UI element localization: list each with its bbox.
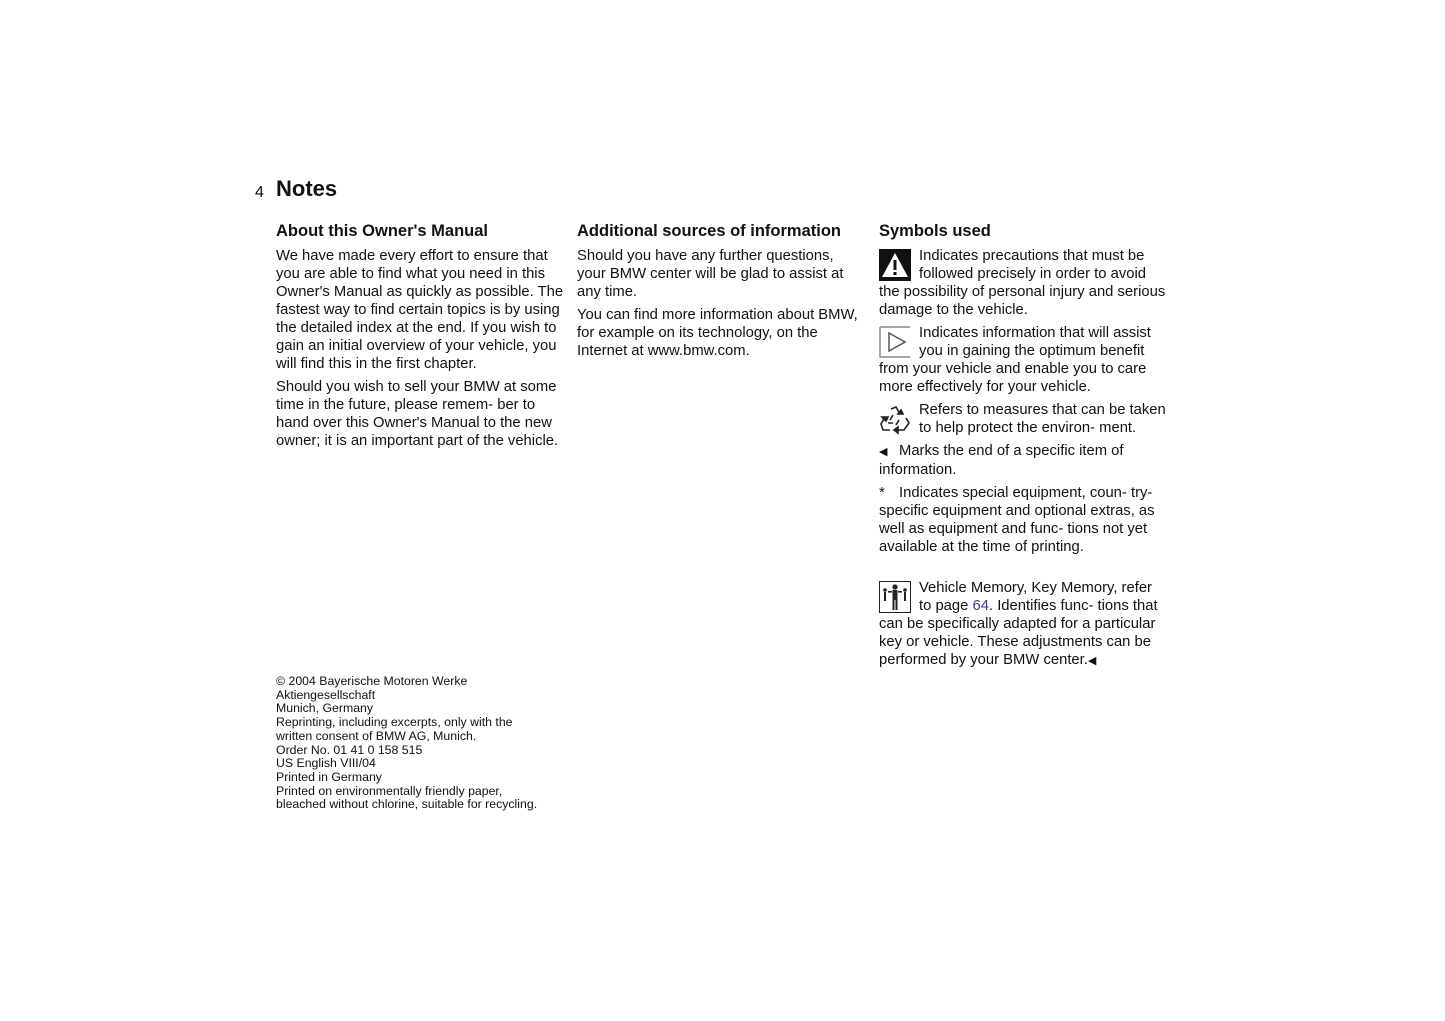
paragraph-manual-handover: Should you wish to sell your BMW at some time in the future, please remem- ber to hand over this Owner's Manual to the new owner; it is an important part of the vehicle. [276, 379, 559, 449]
column-symbols-used [879, 220, 1167, 675]
paragraph-manual-intro: We have made every effort to ensure that you are able to find what you need in this Owner's Manual as quickly as possible. The fastest way to find certain topics is by using the detailed index at the end. If you wish to gain an initial overview of your vehicle, you will find this in the first chapter. [276, 248, 564, 372]
paragraph-website: You can find more information about BMW, for example on its technology, on the Internet at www.bmw.com. [577, 307, 858, 359]
page-64-link[interactable]: 64 [972, 598, 989, 614]
imprint-line: Printed on environmentally friendly paper, [276, 783, 503, 798]
info-text: Indicates information that will assist you in gaining the optimum benefit from your vehicle and enable you to care more effectively for your vehicle. [879, 325, 1151, 395]
personal-profile-icon [879, 581, 911, 613]
imprint-line: Order No. 01 41 0 158 515 [276, 742, 423, 757]
imprint-line: bleached without chlorine, suitable for recycling. [276, 797, 538, 812]
imprint-block [276, 675, 576, 812]
symbol-memory-entry [879, 579, 1167, 670]
recycle-icon [879, 403, 911, 435]
warning-text: Indicates precautions that must be followed precisely in order to avoid the possibility of personal injury and serious damage to the vehicle. [879, 248, 1166, 318]
symbol-info-entry [879, 324, 1167, 396]
info-arrow-icon [879, 326, 911, 358]
asterisk-text: Indicates special equipment, coun- try-specific equipment and optional extras, as well as equipment and func- tions not yet available at the time of printing. [879, 485, 1155, 555]
section-heading-symbols: Symbols used [879, 222, 991, 240]
column-owners-manual [276, 220, 564, 455]
paragraph-bmw-center: Should you have any further questions, your BMW center will be glad to assist at any time. [577, 248, 844, 300]
warning-triangle-icon [879, 249, 911, 281]
section-heading-additional-sources: Additional sources of information [577, 222, 842, 240]
end-marker-icon: ◀ [1087, 655, 1097, 667]
end-marker-icon: ◀ [879, 446, 888, 458]
imprint-line: Aktiengesellschaft [276, 687, 376, 702]
symbol-warning-entry [879, 247, 1167, 319]
imprint-line: Reprinting, including excerpts, only with the [276, 715, 513, 730]
page-title: Notes [276, 176, 338, 201]
imprint-line: © 2004 Bayerische Motoren Werke [276, 674, 468, 688]
symbol-asterisk-entry [879, 484, 1167, 556]
end-marker-text: Marks the end of a specific item of information. [879, 443, 1124, 478]
symbol-end-marker-entry [879, 442, 1167, 479]
imprint-line: Munich, Germany [276, 701, 374, 716]
environment-text: Refers to measures that can be taken to help protect the environ- ment. [919, 402, 1166, 436]
imprint-line: Printed in Germany [276, 769, 382, 784]
spacer [879, 561, 1167, 579]
imprint-line: written consent of BMW AG, Munich. [276, 728, 477, 743]
section-heading-owners-manual: About this Owner's Manual [276, 222, 489, 240]
page-number: 4 [255, 184, 264, 201]
memory-text-start: Vehicle Memory, Key Memory, refer to page [919, 580, 1152, 614]
column-additional-sources [577, 220, 865, 365]
imprint-line: US English VIII/04 [276, 756, 376, 771]
symbol-environment-entry [879, 401, 1167, 437]
asterisk-icon: * [879, 485, 885, 501]
memory-text-end: . Identifies func- tions that can be specifically adapted for a particular key or vehicle. These adjustments can be performed by your BMW center. [879, 598, 1158, 668]
